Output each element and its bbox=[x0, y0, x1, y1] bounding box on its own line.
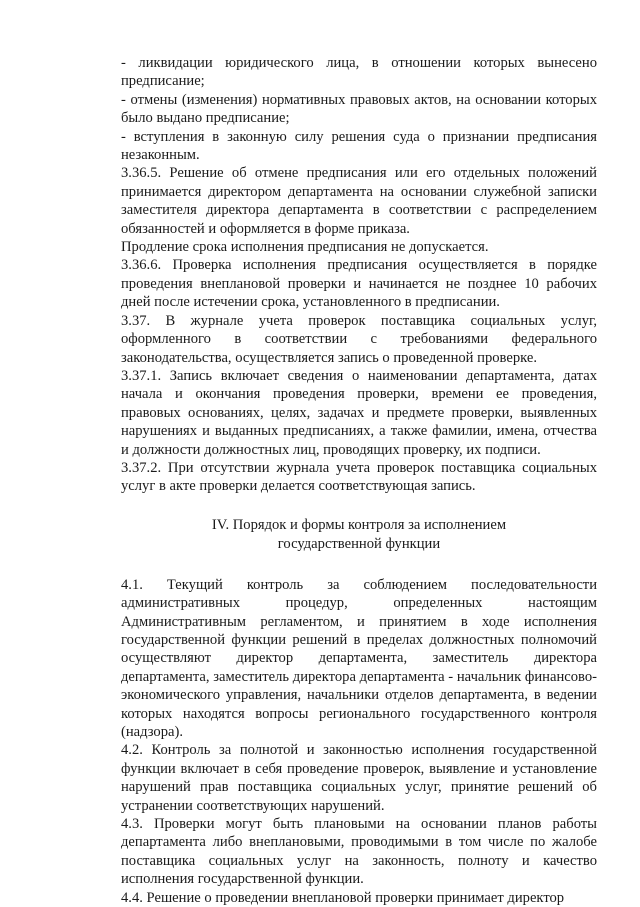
paragraph-3-37-1: 3.37.1. Запись включает сведения о наименовании департамента, датах начала и окончания проведения проверки, времени ее проведения, правовых основаниях, целях, задачах и предмете проверки, выявленных нарушениях и выданных предписаниях, а также фамилии, имена, отчества и должности должностных лиц, проводящих проверку, их подписи. bbox=[121, 367, 597, 458]
paragraph-repeal: - отмены (изменения) нормативных правовых актов, на основании которых было выдано предписание; bbox=[121, 91, 597, 127]
paragraph-4-1: 4.1. Текущий контроль за соблюдением последовательности административных процедур, определенных настоящим Административным регламентом, и принятием в ходе исполнения государственной функции решений в пределах должностных полномочий осуществляют директор департамента, заместитель директора департамента, заместитель директора департамента - начальник финансово-экономического управления, начальники отделов департамента, в ведении которых находятся вопросы регионального государственного контроля (надзора). bbox=[121, 576, 597, 740]
section-heading bbox=[121, 516, 597, 554]
section-heading-line-2: государственной функции bbox=[277, 535, 441, 552]
paragraph-3-37: 3.37. В журнале учета проверок поставщика социальных услуг, оформленного в соответствии с требованиями федерального законодательства, осуществляется запись о проведенной проверке. bbox=[121, 312, 597, 366]
paragraph-3-36-6: 3.36.6. Проверка исполнения предписания осуществляется в порядке проведения внеплановой проверки и начинается не позднее 10 рабочих дней после истечении срока, установленного в предписании. bbox=[121, 257, 597, 311]
paragraph-4-3: 4.3. Проверки могут быть плановыми на основании планов работы департамента либо внеплановыми, проводимыми в том числе по жалобе поставщика социальных услуг на законность, полноту и качество исполнения государственной функции. bbox=[121, 816, 597, 888]
paragraph-liquidation: - ликвидации юридического лица, в отношении которых вынесено предписание; bbox=[121, 55, 597, 90]
paragraph-3-37-2: 3.37.2. При отсутствии журнала учета проверок поставщика социальных услуг в акте проверки делается соответствующая запись. bbox=[121, 459, 597, 495]
section-heading-line-1: IV. Порядок и формы контроля за исполнением bbox=[211, 516, 507, 533]
document-body bbox=[121, 54, 597, 907]
spacer bbox=[121, 554, 597, 576]
paragraph-3-36-5: 3.36.5. Решение об отмене предписания или его отдельных положений принимается директором департамента на основании служебной записки заместителя директора департамента в соответствии с распределением обязанностей и оформляется в форме приказа. bbox=[121, 165, 597, 237]
paragraph-court-decision: - вступления в законную силу решения суда о признании предписания незаконным. bbox=[121, 128, 597, 164]
paragraph-no-extension: Продление срока исполнения предписания не допускается. bbox=[121, 239, 489, 256]
paragraph-4-4: 4.4. Решение о проведении внеплановой проверки принимает директор bbox=[121, 889, 565, 906]
paragraph-4-2: 4.2. Контроль за полнотой и законностью исполнения государственной функции включает в себя проведение проверок, выявление и установление нарушений прав поставщика социальных услуг, принятие решений об устранении соответствующих нарушений. bbox=[121, 742, 597, 814]
